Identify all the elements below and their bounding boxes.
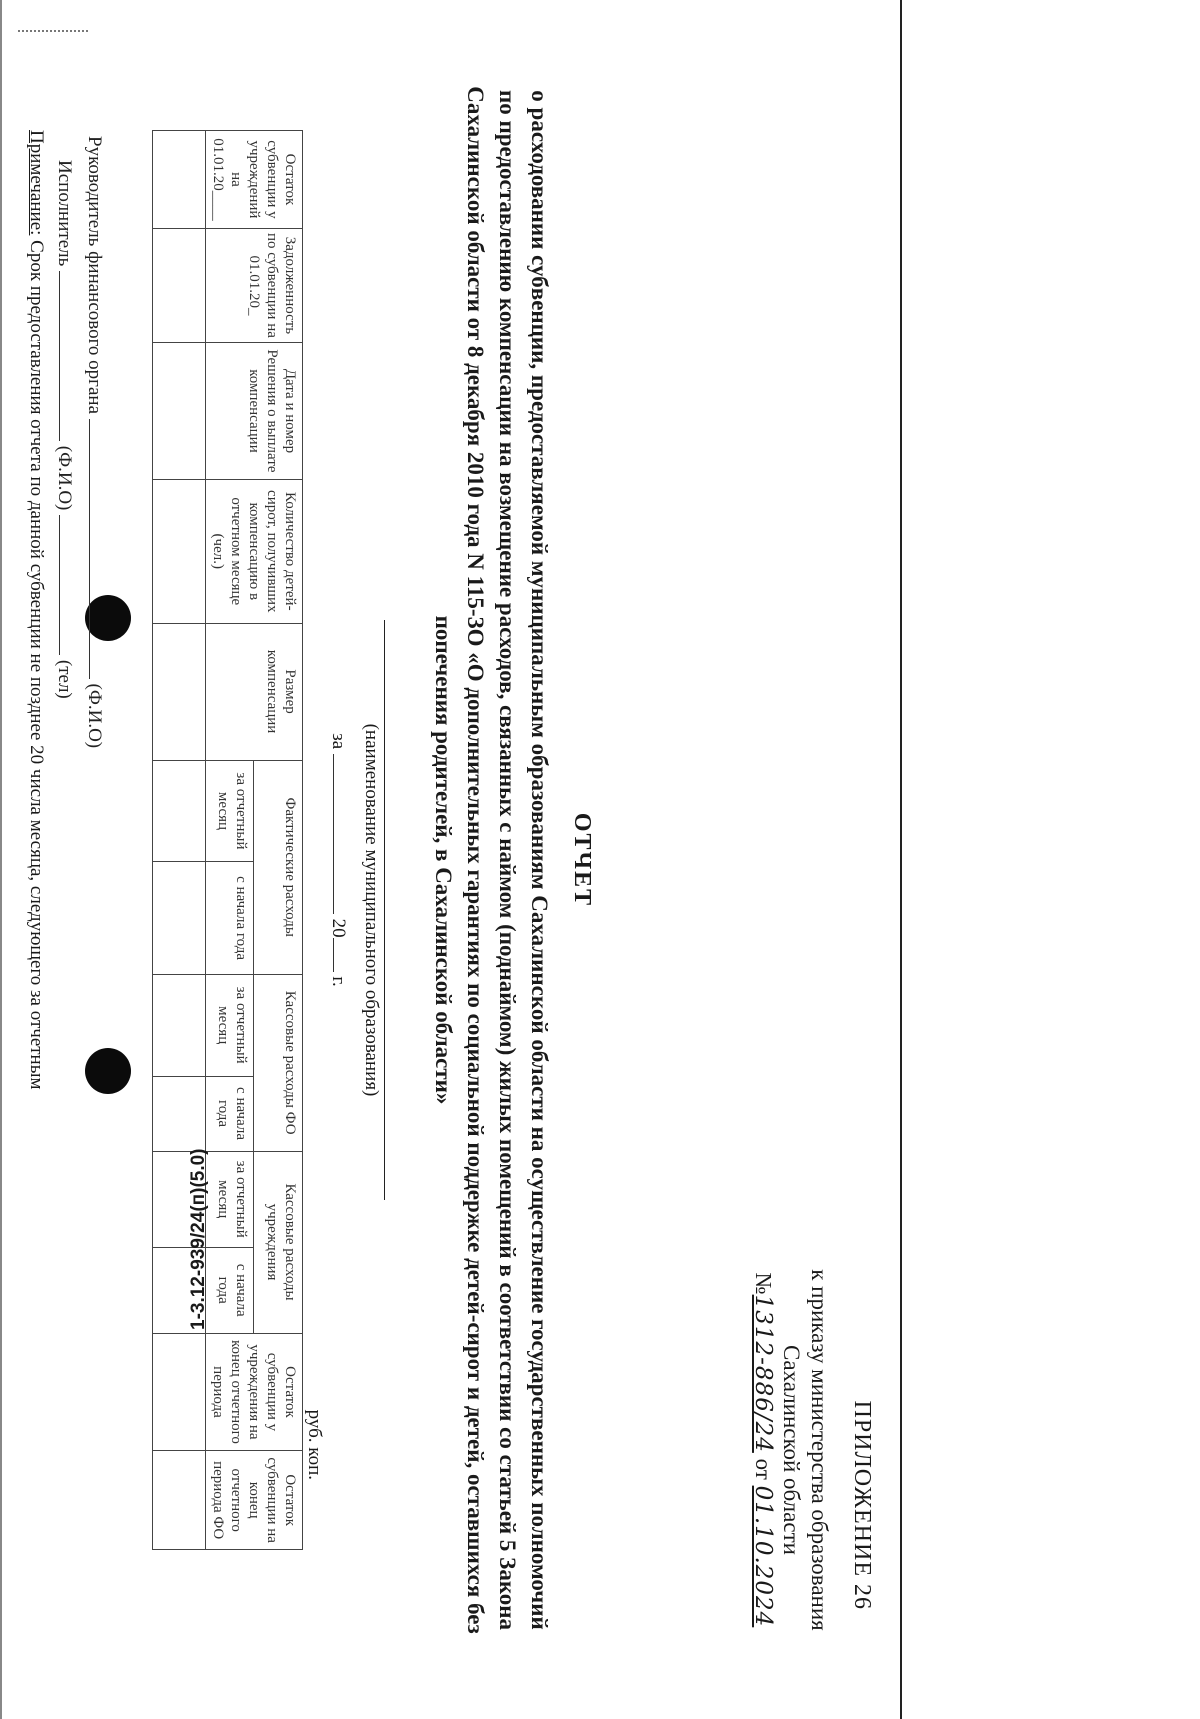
appendix-number: ПРИЛОЖЕНИЕ 26 <box>849 1400 875 1610</box>
table-cell[interactable] <box>153 342 206 479</box>
col-debt: Задолженность по субвенции на 01.01.20_ <box>206 228 303 342</box>
note-label: Примечание: <box>26 130 47 236</box>
col-balance-fo-end: Остаток субвенции на конец отчетного периода ФО <box>206 1451 303 1550</box>
page-title: ОТЧЕТ <box>569 812 595 908</box>
order-number-line <box>749 1260 777 1640</box>
exec-tel-caption: (тел) <box>54 659 75 699</box>
rotated-document <box>25 20 885 1700</box>
order-date: 01.10.2024 <box>750 1485 776 1628</box>
order-line-2: Сахалинской области <box>779 1345 804 1555</box>
col-cash-fo: Кассовые расходы ФО <box>254 974 303 1151</box>
period-suffix: г. <box>328 976 349 987</box>
col-balance-start: Остаток субвенции у учреждений на 01.01.20____ <box>206 131 303 229</box>
head-label: Руководитель финансового органа <box>84 136 105 415</box>
period-month-blank[interactable] <box>333 754 350 914</box>
sub-year: с начала года <box>206 1247 255 1333</box>
exec-name-caption: (Ф.И.О) <box>54 445 75 511</box>
order-line-1: к приказу министерства образования <box>807 1269 832 1631</box>
table-cell[interactable] <box>153 623 206 760</box>
sub-month: за отчетный месяц <box>206 974 255 1076</box>
period-prefix: за <box>328 733 349 750</box>
head-name-caption: (Ф.И.О) <box>84 683 105 749</box>
exec-tel-line[interactable] <box>59 515 60 655</box>
table-cell[interactable] <box>153 228 206 342</box>
col-compensation-size: Размер компенсации <box>206 623 303 760</box>
report-table <box>152 130 303 1550</box>
municipality-caption: (наименование муниципального образования) <box>361 723 382 1097</box>
signature-head <box>83 136 105 748</box>
exec-name-line[interactable] <box>59 271 60 441</box>
table-cell[interactable] <box>153 131 206 229</box>
exec-label: Исполнитель <box>54 160 75 267</box>
document-code: 1-3.12-939/24(п)(5.0) <box>188 1148 209 1330</box>
col-children-count: Количество детей-сирот, получивших компенсацию в отчетном месяце (чел.) <box>206 480 303 624</box>
table-cell[interactable] <box>153 1333 206 1451</box>
order-no-prefix: № <box>751 1272 776 1295</box>
table-cell[interactable] <box>153 760 206 862</box>
table-cell[interactable] <box>153 1451 206 1550</box>
report-subtitle: о расходовании субвенции, предоставляемой муниципальным образованиям Сахалинской области на осуществление государственных полномочий по предоставлению компенсации на возмещение расходов, связанных с наймом (поднаймом) жилых помещений в соответствии со статьей 5 Закона Сахалинской области от 8 декабря 2010 года N 115-ЗО «О дополнительных гарантиях по социальной поддержке детей-сирот и детей, оставшихся без попечения родителей, в Сахалинской области» <box>431 86 552 1634</box>
sub-year: с начала года <box>206 862 255 974</box>
table-cell[interactable] <box>153 1076 206 1151</box>
col-cash-institution: Кассовые расходы учреждения <box>254 1151 303 1333</box>
table-cell[interactable] <box>153 480 206 624</box>
signature-executor <box>53 160 75 699</box>
col-decision: Дата и номер Решения о выплате компенсации <box>206 342 303 479</box>
sub-year: с начала года <box>206 1076 255 1151</box>
col-balance-institution-end: Остаток субвенции у учреждения на конец отчетного периода <box>206 1333 303 1451</box>
scan-edge-left <box>0 0 2 1719</box>
table-cell[interactable] <box>153 974 206 1076</box>
table-cell[interactable] <box>153 862 206 974</box>
municipality-line[interactable] <box>384 620 385 1200</box>
currency-unit: руб. коп. <box>304 1409 325 1480</box>
order-number: 1312-886/24 <box>750 1294 776 1453</box>
order-reference <box>749 1260 833 1640</box>
table-row <box>153 131 206 1550</box>
scan-edge-right <box>900 0 902 1719</box>
sub-month: за отчетный месяц <box>206 760 255 862</box>
sub-month: за отчетный месяц <box>206 1151 255 1247</box>
period-year-prefix: 20 <box>328 918 349 938</box>
head-signature-line[interactable] <box>89 419 90 679</box>
col-actual-expenses: Фактические расходы <box>254 760 303 974</box>
period-line <box>327 20 350 1700</box>
order-date-prefix: от <box>751 1458 776 1480</box>
period-year-blank[interactable] <box>333 938 350 972</box>
note-text: Срок предоставления отчета по данной субвенции не позднее 20 числа месяца, следующего за отчетным <box>26 240 47 1090</box>
footnote <box>25 130 47 1430</box>
